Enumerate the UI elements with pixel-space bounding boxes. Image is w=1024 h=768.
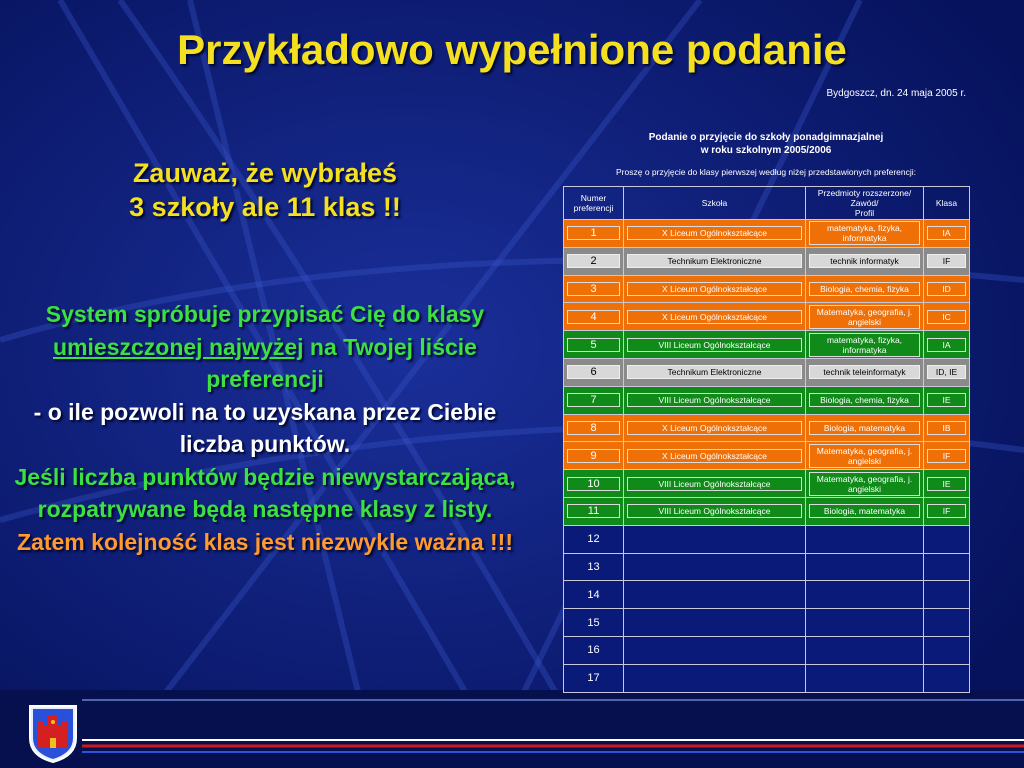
- header-school: Szkoła: [624, 187, 806, 220]
- table-row: [564, 247, 970, 275]
- cell-class: [924, 386, 970, 414]
- cell-number-value: 6: [567, 365, 620, 379]
- cell-number-value: 7: [567, 393, 620, 407]
- cell-school: [624, 386, 806, 414]
- header-num: Numer preferencji: [564, 187, 624, 220]
- cell-class: [924, 553, 970, 581]
- cell-school-value: X Liceum Ogólnokształcące: [627, 282, 802, 296]
- cell-class: [924, 275, 970, 303]
- cell-class-value: IF: [927, 254, 966, 268]
- cell-class: [924, 220, 970, 248]
- cell-class-value: IE: [927, 477, 966, 491]
- table-row: [564, 275, 970, 303]
- cell-class-value: IE: [927, 393, 966, 407]
- cell-number-value: 8: [567, 421, 620, 435]
- cell-class: [924, 414, 970, 442]
- cell-number: [564, 497, 624, 525]
- cell-class: [924, 331, 970, 359]
- table-row: [564, 331, 970, 359]
- form-instruction: Proszę o przyjęcie do klasy pierwszej według niżej przedstawionych preferencji:: [616, 167, 916, 177]
- cell-number: [564, 247, 624, 275]
- cell-class: [924, 664, 970, 692]
- cell-school: [624, 470, 806, 498]
- form-heading: [564, 131, 968, 157]
- cell-profile-value: Biologia, chemia, fizyka: [809, 282, 920, 296]
- cell-profile-value: Matematyka, geografia, j. angielski: [809, 472, 920, 496]
- cell-number-value: 5: [567, 338, 620, 352]
- cell-number: 15: [564, 609, 624, 637]
- preference-table: [563, 186, 970, 693]
- cell-number-value: 3: [567, 282, 620, 296]
- explanation-part-2: na Twojej liście preferencji: [206, 333, 477, 392]
- table-row: [564, 525, 970, 553]
- cell-profile: [806, 470, 924, 498]
- table-row: [564, 497, 970, 525]
- cell-number: [564, 275, 624, 303]
- cell-school: [624, 358, 806, 386]
- cell-school-value: Technikum Elektroniczne: [627, 254, 802, 268]
- cell-class: [924, 581, 970, 609]
- cell-class-value: IA: [927, 338, 966, 352]
- cell-number: [564, 442, 624, 470]
- table-row: [564, 581, 970, 609]
- cell-class-value: IC: [927, 310, 966, 324]
- cell-school: [624, 636, 806, 664]
- table-row: [564, 470, 970, 498]
- cell-class-value: IA: [927, 226, 966, 240]
- cell-profile-value: Matematyka, geografia, j. angielski: [809, 444, 920, 468]
- cell-number-value: 1: [567, 226, 620, 240]
- cell-profile-value: technik informatyk: [809, 254, 920, 268]
- header-class: Klasa: [924, 187, 970, 220]
- cell-profile-value: Biologia, matematyka: [809, 421, 920, 435]
- cell-number: [564, 331, 624, 359]
- explanation-part-3: - o ile pozwoli na to uzyskana przez Ciebie liczba punktów.: [33, 398, 497, 457]
- cell-class: [924, 442, 970, 470]
- header-profile: Przedmioty rozszerzone/ Zawód/ Profil: [806, 187, 924, 220]
- cell-profile: [806, 358, 924, 386]
- explanation-warning: Zatem kolejność klas jest niezwykle ważna !!!: [17, 528, 513, 555]
- cell-profile: [806, 331, 924, 359]
- cell-profile: [806, 220, 924, 248]
- cell-school: [624, 414, 806, 442]
- cell-number: 17: [564, 664, 624, 692]
- cell-profile: [806, 497, 924, 525]
- table-row: [564, 414, 970, 442]
- explanation-part-4: Jeśli liczba punktów będzie niewystarczająca, rozpatrywane będą następne klasy z listy.: [14, 463, 516, 522]
- form-date: Bydgoszcz, dn. 24 maja 2005 r.: [826, 88, 966, 99]
- cell-school: [624, 247, 806, 275]
- cell-class-value: IF: [927, 449, 966, 463]
- explanation-text: [8, 298, 522, 558]
- cell-school-value: VIII Liceum Ogólnokształcące: [627, 338, 802, 352]
- cell-number: 16: [564, 636, 624, 664]
- cell-class: [924, 609, 970, 637]
- cell-school-value: X Liceum Ogólnokształcące: [627, 421, 802, 435]
- table-row: [564, 553, 970, 581]
- form-heading-line-1: Podanie o przyjęcie do szkoły ponadgimnazjalnej: [648, 132, 884, 143]
- note-text: [30, 156, 500, 224]
- cell-class: [924, 358, 970, 386]
- cell-profile: [806, 664, 924, 692]
- note-line-1: Zauważ, że wybrałeś: [132, 158, 398, 188]
- cell-profile-value: Biologia, matematyka: [809, 504, 920, 518]
- table-row: [564, 386, 970, 414]
- cell-school: [624, 220, 806, 248]
- cell-class: [924, 497, 970, 525]
- cell-school-value: X Liceum Ogólnokształcące: [627, 310, 802, 324]
- cell-profile: [806, 303, 924, 331]
- cell-class-value: ID, IE: [927, 365, 966, 379]
- cell-school-value: X Liceum Ogólnokształcące: [627, 449, 802, 463]
- cell-school: [624, 442, 806, 470]
- table-row: [564, 358, 970, 386]
- page-title: Przykładowo wypełnione podanie: [177, 26, 847, 73]
- table-row: [564, 303, 970, 331]
- cell-class-value: ID: [927, 282, 966, 296]
- cell-number: 14: [564, 581, 624, 609]
- cell-profile: [806, 609, 924, 637]
- cell-class: [924, 247, 970, 275]
- cell-profile-value: Matematyka, geografia, j. angielski: [809, 305, 920, 329]
- bydgoszcz-coat-of-arms-icon: [28, 704, 78, 764]
- cell-profile: [806, 275, 924, 303]
- cell-school-value: VIII Liceum Ogólnokształcące: [627, 477, 802, 491]
- cell-school: [624, 525, 806, 553]
- cell-class-value: IB: [927, 421, 966, 435]
- cell-number: [564, 470, 624, 498]
- cell-school: [624, 497, 806, 525]
- table-header-row: [564, 187, 970, 220]
- cell-number-value: 11: [567, 504, 620, 518]
- table-row: [564, 442, 970, 470]
- cell-school-value: Technikum Elektroniczne: [627, 365, 802, 379]
- cell-school-value: VIII Liceum Ogólnokształcące: [627, 393, 802, 407]
- cell-number: [564, 358, 624, 386]
- explanation-underlined: umieszczonej najwyżej: [53, 333, 304, 360]
- table-row: [564, 609, 970, 637]
- cell-number: 12: [564, 525, 624, 553]
- cell-number: [564, 220, 624, 248]
- cell-number: 13: [564, 553, 624, 581]
- cell-profile: [806, 414, 924, 442]
- cell-profile-value: matematyka, fizyka, informatyka: [809, 221, 920, 245]
- cell-profile: [806, 636, 924, 664]
- cell-profile: [806, 581, 924, 609]
- cell-profile: [806, 386, 924, 414]
- table-row: [564, 220, 970, 248]
- cell-number-value: 9: [567, 449, 620, 463]
- cell-number: [564, 386, 624, 414]
- cell-school: [624, 331, 806, 359]
- cell-profile: [806, 553, 924, 581]
- cell-class: [924, 470, 970, 498]
- cell-school: [624, 609, 806, 637]
- cell-profile: [806, 525, 924, 553]
- cell-profile: [806, 247, 924, 275]
- cell-school: [624, 581, 806, 609]
- cell-profile-value: Biologia, chemia, fizyka: [809, 393, 920, 407]
- cell-number-value: 2: [567, 254, 620, 268]
- cell-class: [924, 303, 970, 331]
- cell-class-value: IF: [927, 504, 966, 518]
- cell-number-value: 4: [567, 310, 620, 324]
- cell-class: [924, 525, 970, 553]
- cell-profile-value: technik teleinformatyk: [809, 365, 920, 379]
- note-line-2: 3 szkoły ale 11 klas !!: [129, 192, 401, 222]
- explanation-part-1: System spróbuje przypisać Cię do klasy: [45, 301, 485, 327]
- cell-number: [564, 414, 624, 442]
- cell-number-value: 10: [567, 477, 620, 491]
- table-row: [564, 664, 970, 692]
- cell-class: [924, 636, 970, 664]
- cell-school: [624, 553, 806, 581]
- cell-profile: [806, 442, 924, 470]
- cell-school: [624, 275, 806, 303]
- cell-school: [624, 303, 806, 331]
- cell-school-value: VIII Liceum Ogólnokształcące: [627, 504, 802, 518]
- cell-profile-value: matematyka, fizyka, informatyka: [809, 333, 920, 357]
- form-heading-line-2: w roku szkolnym 2005/2006: [700, 145, 832, 156]
- table-row: [564, 636, 970, 664]
- cell-school: [624, 664, 806, 692]
- cell-number: [564, 303, 624, 331]
- cell-school-value: X Liceum Ogólnokształcące: [627, 226, 802, 240]
